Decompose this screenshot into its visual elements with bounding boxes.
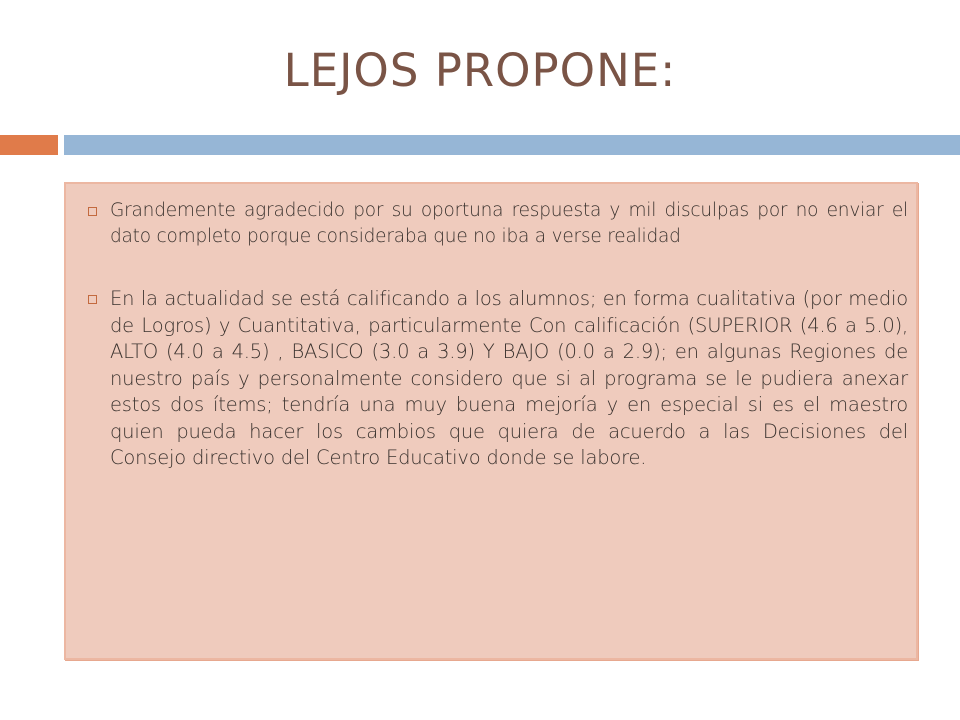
bullet-item <box>76 286 908 472</box>
accent-bar-orange <box>0 135 58 155</box>
bullet-text: En la actualidad se está calificando a los alumnos; en forma cualitativa (por medio de Logros) y Cuantitativa, particularmente Con calificación (SUPERIOR (4.6 a 5.0), ALTO (4.0 a 4.5) , BASICO (3.0 a 3.9) Y BAJO (0.0 a 2.9); en algunas Regiones de nuestro país y personalmente considero que si al programa se le pudiera anexar estos dos ítems; tendría una muy buena mejoría y en especial si es el maestro quien pueda hacer los cambios que quiera de acuerdo a las Decisiones del Consejo directivo del Centro Educativo donde se labore. <box>110 287 908 469</box>
hollow-square-bullet-icon <box>88 295 97 304</box>
content-box <box>64 182 918 660</box>
bullet-item <box>76 198 908 250</box>
bullet-text: Grandemente agradecido por su oportuna respuesta y mil disculpas por no enviar el dato completo porque consideraba que no iba a verse realidad <box>110 200 908 247</box>
accent-bar-blue <box>64 135 960 155</box>
hollow-square-bullet-icon <box>88 207 97 216</box>
slide-title: LEJOS PROPONE: <box>283 44 677 97</box>
